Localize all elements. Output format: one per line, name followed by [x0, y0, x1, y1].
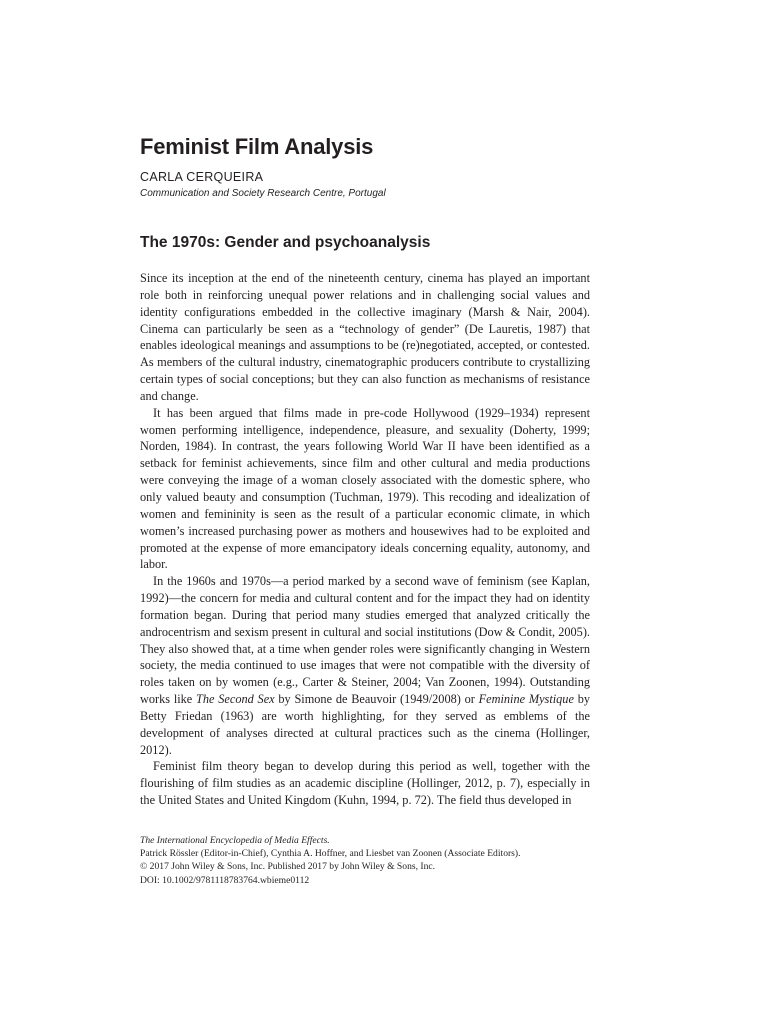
copyright-line: © 2017 John Wiley & Sons, Inc. Published 2017 by John Wiley & Sons, Inc. — [140, 861, 436, 873]
paragraph-3-text: by Simone de Beauvoir (1949/2008) or — [274, 692, 479, 707]
doi-line: DOI: 10.1002/9781118783764.wbieme0112 — [140, 874, 310, 886]
paragraph-1: Since its inception at the end of the nineteenth century, cinema has played an important role both in reinforcing unequal power relations and in challenging social values and identity configurations embedded in the collective imaginary (Marsh & Nair, 2004). Cinema can particularly be seen as a “technology of gender” (De Lauretis, 1987) that enables ideological meanings and assumptions to be (re)negotiated, accepted, or contested. As members of the cultural industry, cinematographic producers contribute to crystallizing certain types of social conceptions; but they can also function as mechanisms of resistance and change. — [140, 271, 590, 403]
author-affiliation: Communication and Society Research Centre, Portugal — [140, 188, 386, 199]
paragraph-2: It has been argued that films made in pre-code Hollywood (1929–1934) represent women performing intelligence, independence, pleasure, and sexuality (Doherty, 1999; Norden, 1984). In contrast, the years following World War II have been identified as a setback for feminist achievements, since film and other cultural and media productions were conveying the image of a woman closely associated with the domestic sphere, who only valued beauty and consumption (Tuchman, 1979). This recoding and idealization of women and femininity is seen as the result of a particular economic climate, in which women’s increased purchasing power as mothers and housewives had to be exploited and promoted at the expense of more emancipatory ideals concerning equality, autonomy, and labor. — [140, 405, 590, 572]
paragraph-3-text: by Betty Friedan (1963) are worth highlighting, for they served as emblems of the development of analyses directed at cultural practices such as the cinema (Hollinger, 2012). — [140, 692, 590, 757]
book-title: Feminine Mystique — [478, 692, 574, 707]
journal-title: The International Encyclopedia of Media Effects. — [140, 835, 330, 846]
author-name: CARLA CERQUEIRA — [140, 170, 264, 184]
citation-footer — [140, 834, 590, 887]
paragraph-3-text: In the 1960s and 1970s—a period marked by a second wave of feminism (see Kaplan, 1992)—the concern for media and cultural content and for the impact they had on identity formation began. During that period many studies emerged that analyzed critically the androcentrism and sexism present in cultural and social institutions (Dow & Condit, 2005). They also showed that, at a time when gender roles were significantly changing in Western society, the media continued to use images that were not compatible with the diversity of roles taken on by women (e.g., Carter & Steiner, 2004; Van Zoonen, 1994). Outstanding works like — [140, 574, 590, 707]
paragraph-4: Feminist film theory began to develop during this period as well, together with the flourishing of film studies as an academic discipline (Hollinger, 2012, p. 7), especially in the United States and United Kingdom (Kuhn, 1994, p. 72). The field thus developed in — [140, 759, 590, 808]
book-title: The Second Sex — [196, 692, 275, 707]
paragraph-3 — [140, 573, 590, 758]
section-heading: The 1970s: Gender and psychoanalysis — [140, 234, 431, 251]
editors-line: Patrick Rössler (Editor-in-Chief), Cynthia A. Hoffner, and Liesbet van Zoonen (Associate Editors). — [140, 848, 521, 860]
article-body — [140, 270, 590, 809]
article-title: Feminist Film Analysis — [140, 134, 374, 159]
